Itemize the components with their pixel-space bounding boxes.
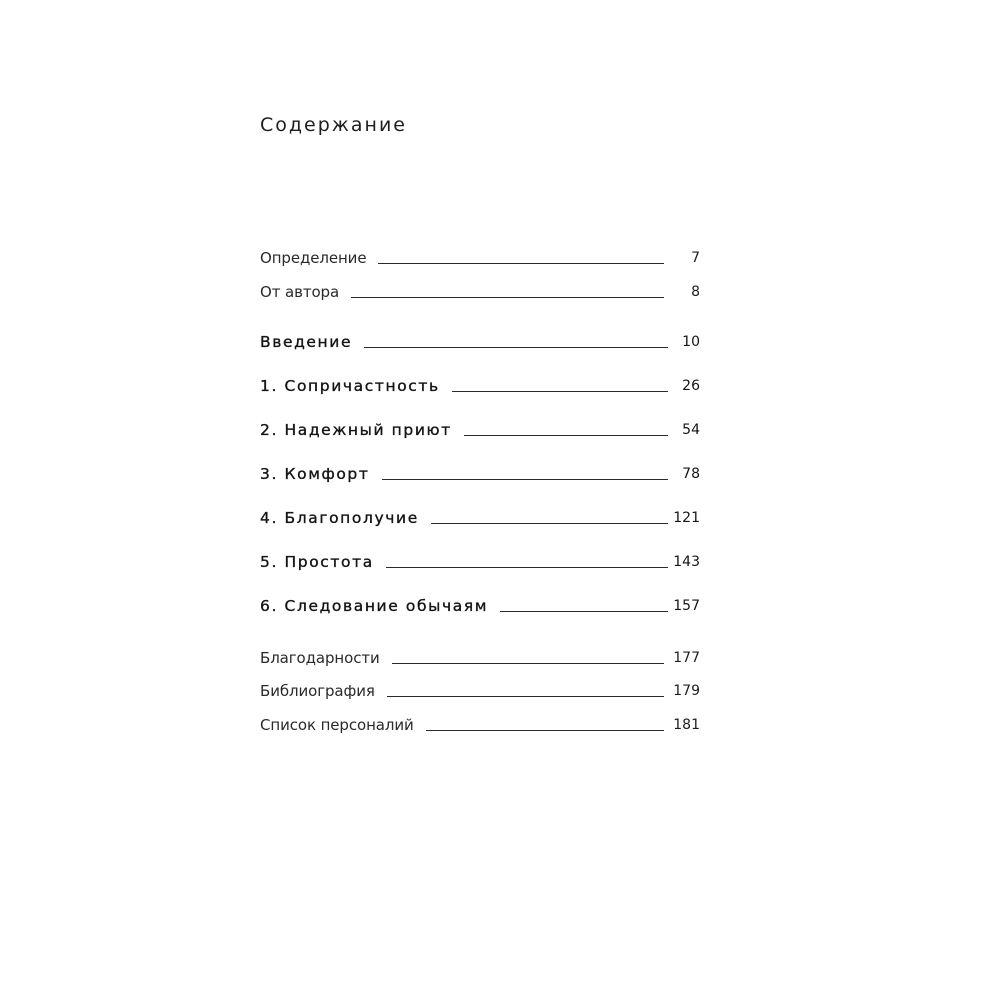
toc-entry-label: Библиография [260, 682, 375, 700]
toc-entry-label: 6. Следование обычаям [260, 597, 489, 615]
toc-entry-label: Введение [260, 333, 353, 351]
toc-leader-line [364, 347, 668, 348]
toc-leader-line [426, 730, 664, 731]
toc-leader-line [386, 567, 668, 568]
toc-entry-label: Благодарности [260, 649, 380, 667]
toc-page-number: 143 [673, 554, 700, 570]
toc-entry-bibliography [260, 679, 700, 703]
toc-leader-line [464, 435, 668, 436]
toc-leader-line [500, 611, 668, 612]
toc-entry-label: От автора [260, 283, 340, 301]
toc-page-number: 10 [682, 334, 700, 350]
toc-leader-line [382, 479, 669, 480]
toc-page-number: 157 [673, 598, 700, 614]
toc-page-number: 26 [682, 378, 700, 394]
toc-page-number: 7 [691, 250, 700, 266]
toc-entry-chapter-4 [260, 506, 700, 530]
toc-leader-line [452, 391, 668, 392]
toc-entry-label: Определение [260, 249, 367, 267]
toc-page-number: 179 [673, 683, 700, 699]
toc-entry-label: 3. Комфорт [260, 465, 370, 483]
toc-entry-chapter-5 [260, 550, 700, 574]
toc-leader-line [387, 696, 664, 697]
toc-entry-label: Список персоналий [260, 716, 414, 734]
toc-entry-chapter-3 [260, 462, 700, 486]
toc-leader-line [431, 523, 668, 524]
toc-entry-label: 5. Простота [260, 553, 374, 571]
toc-entry-definition [260, 246, 700, 270]
toc-entry-chapter-1 [260, 374, 700, 398]
toc-page-number: 121 [673, 510, 700, 526]
toc-page-number: 78 [682, 466, 700, 482]
toc-leader-line [351, 297, 664, 298]
toc-entry-label: 2. Надежный приют [260, 421, 452, 439]
toc-entry-from-author [260, 280, 700, 304]
toc-entry-label: 4. Благополучие [260, 509, 419, 527]
toc-leader-line [392, 663, 664, 664]
toc-page-number: 177 [673, 650, 700, 666]
toc-entry-label: 1. Сопричастность [260, 377, 440, 395]
toc-entry-acknowledgements [260, 646, 700, 670]
toc-page-number: 181 [673, 717, 700, 733]
toc-page-number: 54 [682, 422, 700, 438]
toc-entry-chapter-2 [260, 418, 700, 442]
toc-entry-persons-index [260, 713, 700, 737]
toc-page-number: 8 [691, 284, 700, 300]
page-title: Содержание [260, 114, 407, 136]
toc-entry-introduction [260, 330, 700, 354]
toc-leader-line [378, 263, 664, 264]
toc-entry-chapter-6 [260, 594, 700, 618]
